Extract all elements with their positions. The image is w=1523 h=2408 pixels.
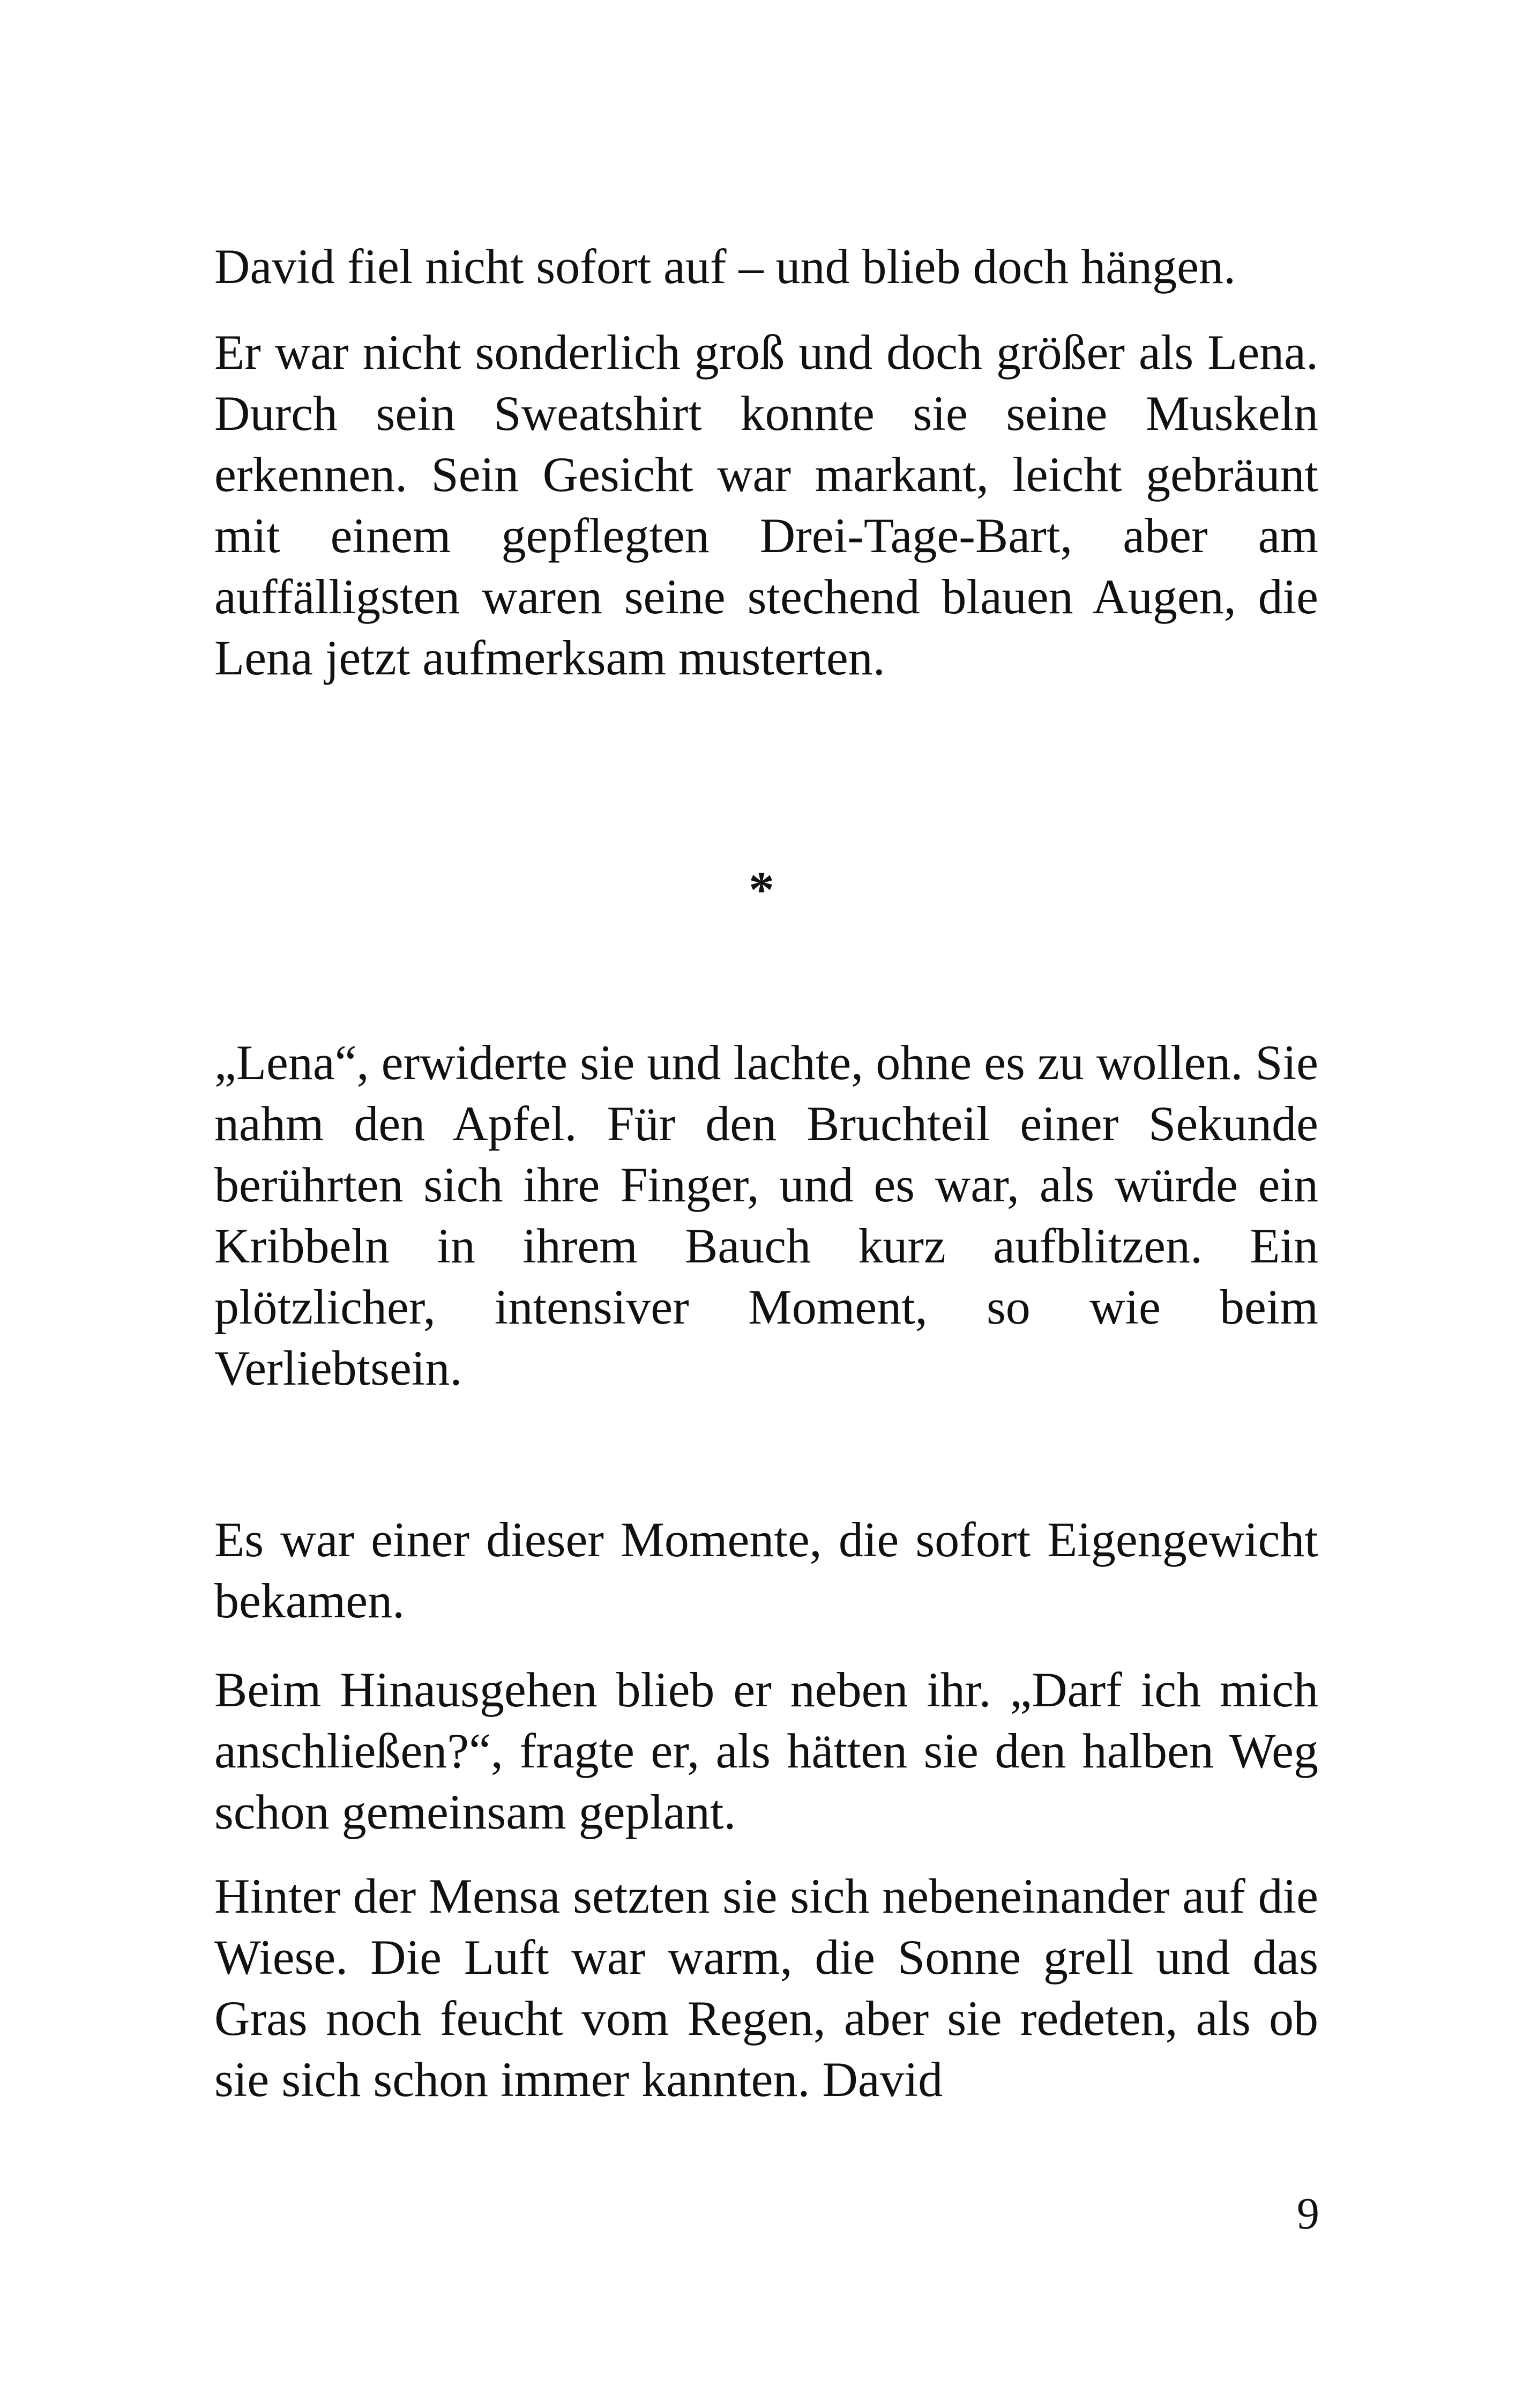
page-number: 9 <box>1297 2189 1319 2239</box>
paragraph-2: Er war nicht sonderlich groß und doch größer als Lena. Durch sein Sweatshirt konnte sie seine Muskeln erkennen. Sein Gesicht war markant, leicht gebräunt mit einem gepflegten Drei-Tage-Bart, aber am auffälligsten waren seine stechend blauen Augen, die Lena jetzt aufmerksam musterten. <box>214 325 1318 685</box>
paragraph-6: Hinter der Mensa setzten sie sich nebeneinander auf die Wiese. Die Luft war warm, die Sonne grell und das Gras noch feucht vom Regen, aber sie redeten, als ob sie sich schon immer kannten. David <box>214 1869 1318 2107</box>
paragraph-5: Beim Hinausgehen blieb er neben ihr. „Darf ich mich anschließen?“, fragte er, als hätten sie den halben Weg schon gemeinsam geplant. <box>214 1662 1318 1839</box>
section-break-asterisk: * <box>749 861 774 918</box>
paragraph-1: David fiel nicht sofort auf – und blieb doch hängen. <box>214 239 1236 294</box>
paragraph-4: Es war einer dieser Momente, die sofort Eigengewicht bekamen. <box>214 1512 1318 1628</box>
paragraph-3: „Lena“, erwiderte sie und lachte, ohne es zu wollen. Sie nahm den Apfel. Für den Bruchteil einer Sekunde berührten sich ihre Finger, und es war, als würde ein Kribbeln in ihrem Bauch kurz aufblitzen. Ein plötzlicher, intensiver Moment, so wie beim Verliebtsein. <box>214 1035 1318 1395</box>
